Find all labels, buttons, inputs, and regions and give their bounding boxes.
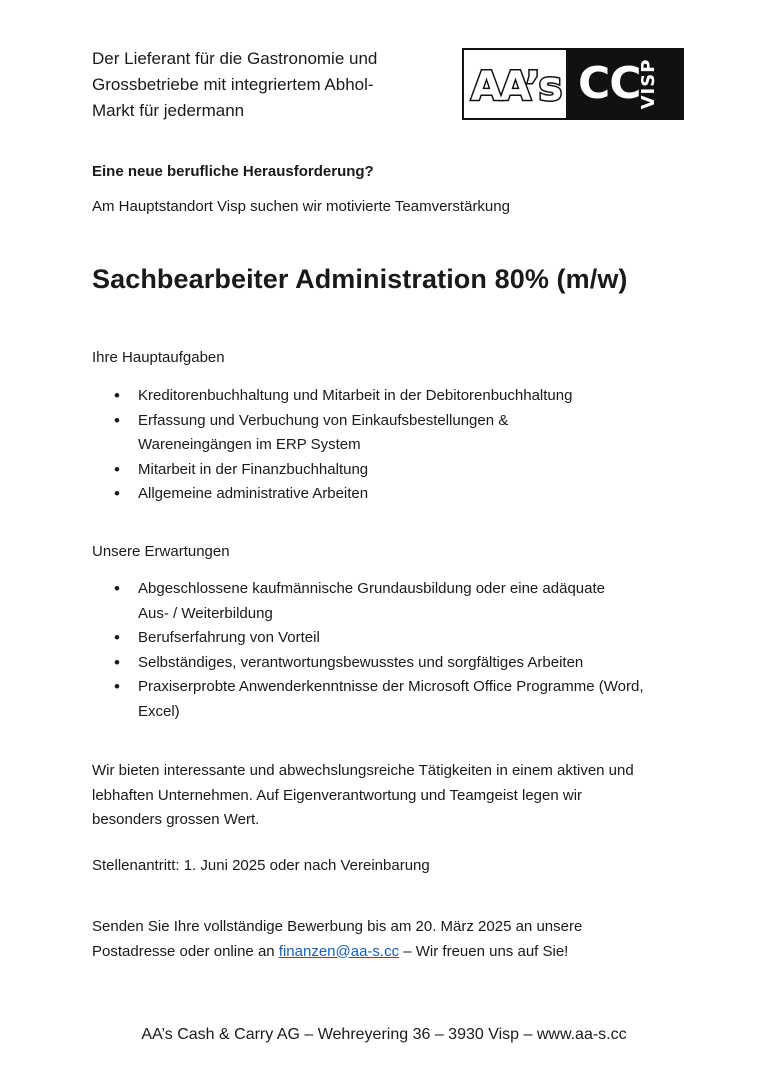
company-tagline xyxy=(92,46,452,124)
tagline-line: Markt für jedermann xyxy=(92,101,245,120)
logo-main-text: CC xyxy=(578,58,641,109)
logo-aa-mark xyxy=(464,50,566,118)
tagline-line: Grossbetriebe mit integriertem Abhol- xyxy=(92,75,374,94)
list-item: • Abgeschlossene kaufmännische Grundausbildung oder eine adäquate Aus- / Weiterbildung xyxy=(92,577,608,626)
list-item: • Selbständiges, verantwortungsbewusstes und sorgfältiges Arbeiten xyxy=(92,651,692,676)
expectations-list xyxy=(92,577,692,724)
list-item: • Kreditorenbuchhaltung und Mitarbeit in der Debitorenbuchhaltung xyxy=(92,384,692,409)
tagline-line: Der Lieferant für die Gastronomie und xyxy=(92,49,378,68)
expectations-heading: Unsere Erwartungen xyxy=(92,543,230,560)
application-prefix: Postadresse oder online an xyxy=(92,942,275,960)
logo-dark-panel xyxy=(566,50,682,118)
list-item: • Mitarbeit in der Finanzbuchhaltung xyxy=(92,458,692,483)
email-link[interactable]: finanzen@aa-s.cc xyxy=(278,942,400,960)
job-title: Sachbearbeiter Administration 80% (m/w) xyxy=(92,264,628,294)
application-suffix: – Wir freuen uns auf Sie! xyxy=(403,942,569,960)
application-line-2 xyxy=(92,940,692,965)
tasks-list xyxy=(92,384,692,507)
application-paragraph xyxy=(92,915,692,964)
list-item: • Praxiserprobte Anwenderkenntnisse der Microsoft Office Programme (Word, Excel) xyxy=(92,675,678,724)
logo-left-text: AA’s xyxy=(471,64,561,110)
list-item: • Berufserfahrung von Vorteil xyxy=(92,626,692,651)
company-logo xyxy=(462,48,684,120)
logo-side-text: VISP xyxy=(638,58,660,110)
application-line: Senden Sie Ihre vollständige Bewerbung bis am 20. März 2025 an unsere xyxy=(92,918,583,935)
intro-text: Am Hauptstandort Visp suchen wir motivierte Teamverstärkung xyxy=(92,198,510,215)
start-date: Stellenantritt: 1. Juni 2025 oder nach Vereinbarung xyxy=(92,857,430,874)
offer-paragraph: Wir bieten interessante und abwechslungsreiche Tätigkeiten in einem aktiven und lebhaften Unternehmen. Auf Eigenverantwortung und Teamgeist legen wir besonders grossen Wert. xyxy=(92,762,634,828)
list-item: • Erfassung und Verbuchung von Einkaufsbestellungen & Wareneingängen im ERP System xyxy=(92,409,608,458)
list-item: • Allgemeine administrative Arbeiten xyxy=(92,482,692,507)
subheading: Eine neue berufliche Herausforderung? xyxy=(92,163,374,180)
tasks-heading: Ihre Hauptaufgaben xyxy=(92,349,225,366)
footer-address: AA’s Cash & Carry AG – Wehreyering 36 – 3930 Visp – www.aa-s.cc xyxy=(141,1026,627,1043)
